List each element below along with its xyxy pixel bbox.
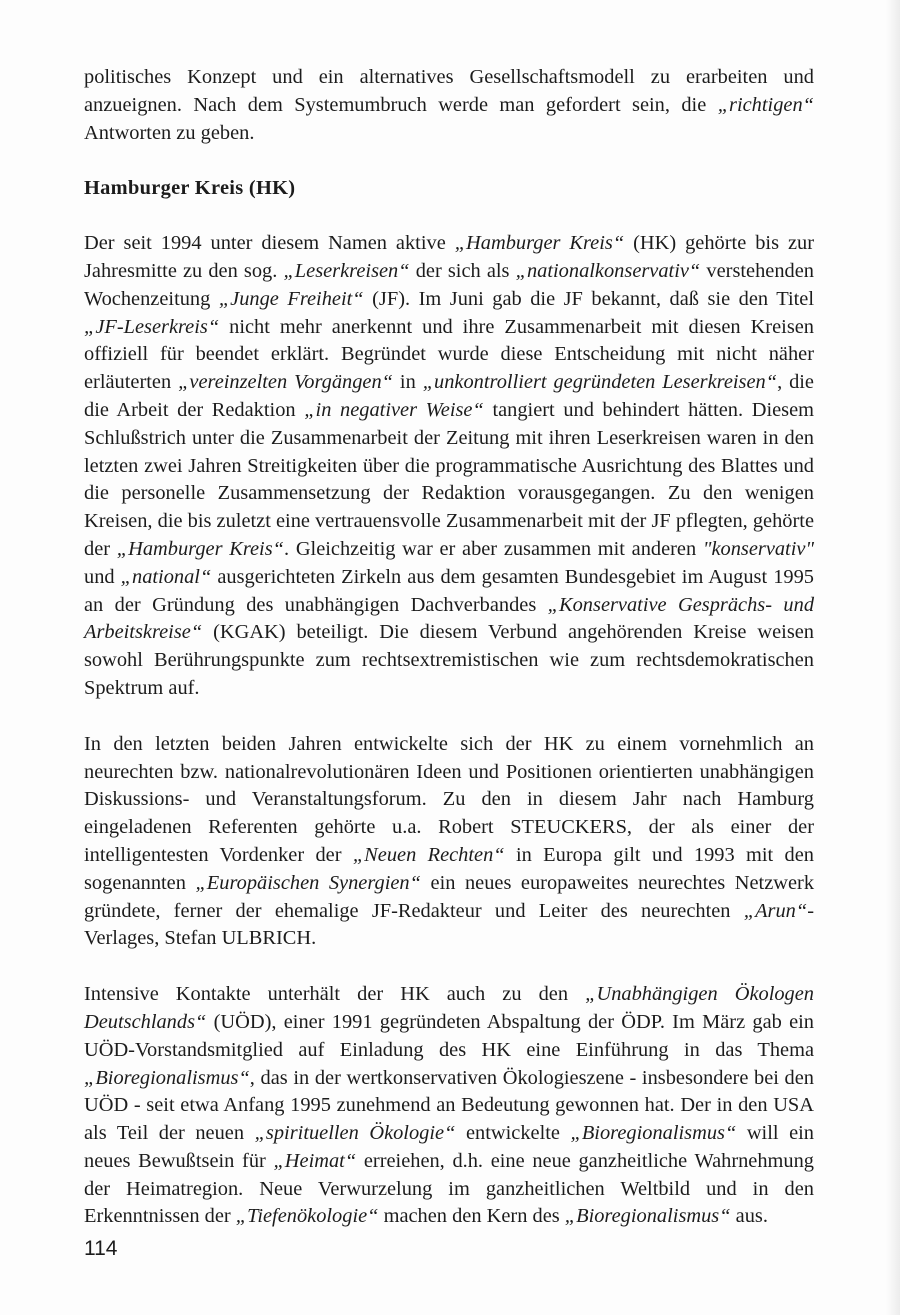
text-run: und bbox=[84, 565, 121, 588]
section-heading: Hamburger Kreis (HK) bbox=[84, 177, 296, 200]
text-run: machen den Kern des bbox=[378, 1205, 565, 1228]
italic-run: „Hamburger Kreis“ bbox=[454, 232, 625, 255]
italic-run: „nationalkonservativ“ bbox=[515, 259, 701, 282]
intro-paragraph bbox=[84, 64, 814, 147]
text-run: in Europa gilt und 1993 mit den sogenannten bbox=[84, 843, 814, 894]
paragraph-hk-ecology bbox=[84, 981, 814, 1231]
italic-run: „Tiefenökologie“ bbox=[235, 1205, 379, 1228]
italic-run: „Bioregionalismus“ bbox=[564, 1205, 731, 1228]
italic-run: „vereinzelten Vorgängen“ bbox=[178, 371, 394, 394]
italic-run: „Bioregionalismus“ bbox=[570, 1122, 737, 1145]
italic-run: „Bioregionalismus“ bbox=[84, 1066, 250, 1089]
text-run: (UÖD), einer 1991 gegründeten Abspaltung der ÖDP. Im März gab ein UÖD-Vorstandsmitglied auf Einladung des HK eine Einführung in das Thema bbox=[84, 1010, 814, 1061]
text-run: (KGAK) beteiligt. Die diesem Verbund angehörenden Kreise weisen sowohl Berührungspunkte zum rechtsextremistischen wie zum rechtsdemokratischen Spektrum auf. bbox=[84, 621, 814, 699]
text-run: , das in der wertkonservativen Ökologieszene - insbesondere bei den UÖD - seit etwa Anfang 1995 zunehmend an Bedeutung gewonnen hat. Der in den USA als Teil der neuen bbox=[84, 1066, 814, 1145]
text-run: Intensive Kontakte unterhält der HK auch zu den bbox=[84, 983, 586, 1006]
page-number: 114 bbox=[84, 1237, 118, 1260]
paragraph-hk-forum bbox=[84, 731, 814, 953]
italic-run: „spirituellen Ökologie“ bbox=[254, 1122, 456, 1145]
italic-run: „Leserkreisen“ bbox=[283, 259, 410, 282]
italic-run: „Konservative Gesprächs- und Arbeitskreise“ bbox=[84, 593, 815, 644]
italic-run: „Heimat“ bbox=[273, 1149, 357, 1172]
italic-run: „Hamburger Kreis“ bbox=[116, 537, 284, 560]
italic-run: „Neuen Rechten“ bbox=[352, 843, 505, 866]
italic-run: „unkontrolliert gegründeten Leserkreisen“ bbox=[422, 371, 778, 394]
italic-run: „Arun“ bbox=[743, 899, 808, 922]
italic-run: „Junge Freiheit“ bbox=[218, 287, 364, 310]
text-run: in bbox=[393, 371, 423, 394]
text-run: politisches Konzept und ein alternatives Gesellschaftsmodell zu erarbeiten und anzueignen. Nach dem Systemumbruch werde man gefordert sein, die bbox=[84, 66, 814, 116]
italic-run: „JF-Leserkreis“ bbox=[84, 315, 220, 338]
paragraph-hk-history bbox=[84, 230, 814, 703]
text-run: (JF). Im Juni gab die JF bekannt, daß sie den Titel bbox=[363, 287, 815, 310]
text-run: In den letzten beiden Jahren entwickelte sich der HK zu einem vornehmlich an neurechten bzw. nationalrevolutionären Ideen und Positionen orientierten unabhängigen Diskussions- und Veranstaltungsforum. Zu den in diesem Jahr nach Hamburg eingeladenen Referenten gehörte u.a. Robert STEUCKERS, der als einer der intelligentesten Vordenker der bbox=[84, 732, 814, 866]
text-run: , die die Arbeit der Redaktion bbox=[84, 371, 814, 421]
text-run: will ein neues Bewußtsein für bbox=[84, 1122, 815, 1172]
italic-run: "konservativ" bbox=[702, 537, 815, 560]
text-run: nicht mehr anerkennt und ihre Zusammenarbeit mit diesen Kreisen offiziell für beendet erklärt. Begründet wurde diese Entscheidung mit nicht näher erläuterten bbox=[84, 315, 814, 394]
italic-run: „Unabhängigen Ökologen Deutschlands“ bbox=[84, 983, 814, 1033]
text-run: (HK) gehörte bis zur Jahresmitte zu den sog. bbox=[84, 232, 814, 282]
page-edge-shadow bbox=[886, 0, 900, 1315]
text-run: ausgerichteten Zirkeln aus dem gesamten Bundesgebiet im August 1995 an der Gründung des unabhängigen Dachverbandes bbox=[84, 565, 815, 616]
text-run: erreiehen, d.h. eine neue ganzheitliche Wahrnehmung der Heimatregion. Neue Verwurzelung im ganzheitlichen Weltbild und in den Erkenntnissen der bbox=[84, 1149, 814, 1228]
italic-run: „national“ bbox=[120, 565, 212, 588]
text-run: entwickelte bbox=[455, 1122, 571, 1145]
body-text bbox=[84, 64, 814, 1231]
italic-run: „richtigen“ bbox=[717, 93, 814, 116]
text-run: -Verlages, Stefan ULBRICH. bbox=[84, 899, 814, 950]
text-run: . Gleichzeitig war er aber zusammen mit anderen bbox=[284, 537, 703, 560]
text-run: tangiert und behindert hätten. Diesem Schlußstrich unter die Zusammenarbeit der Zeitung mit ihren Leserkreisen waren in den letzten zwei Jahren Streitigkeiten über die programmatische Ausrichtung des Blattes und die personelle Zusammensetzung der Redaktion vorausgegangen. Zu den wenigen Kreisen, die bis zuletzt eine vertrauensvolle Zusammenarbeit mit der JF pflegten, gehörte der bbox=[84, 398, 815, 560]
italic-run: „Europäischen Synergien“ bbox=[195, 871, 421, 894]
text-run: Antworten zu geben. bbox=[84, 121, 255, 144]
italic-run: „in negativer Weise“ bbox=[304, 398, 484, 421]
text-run: aus. bbox=[730, 1205, 768, 1228]
text-run: verstehenden Wochenzeitung bbox=[84, 259, 814, 310]
text-run: Der seit 1994 unter diesem Namen aktive bbox=[84, 232, 455, 255]
text-run: ein neues europaweites neurechtes Netzwerk gründete, ferner der ehemalige JF-Redakteur und Leiter des neurechten bbox=[84, 871, 815, 922]
text-run: der sich als bbox=[409, 259, 516, 282]
